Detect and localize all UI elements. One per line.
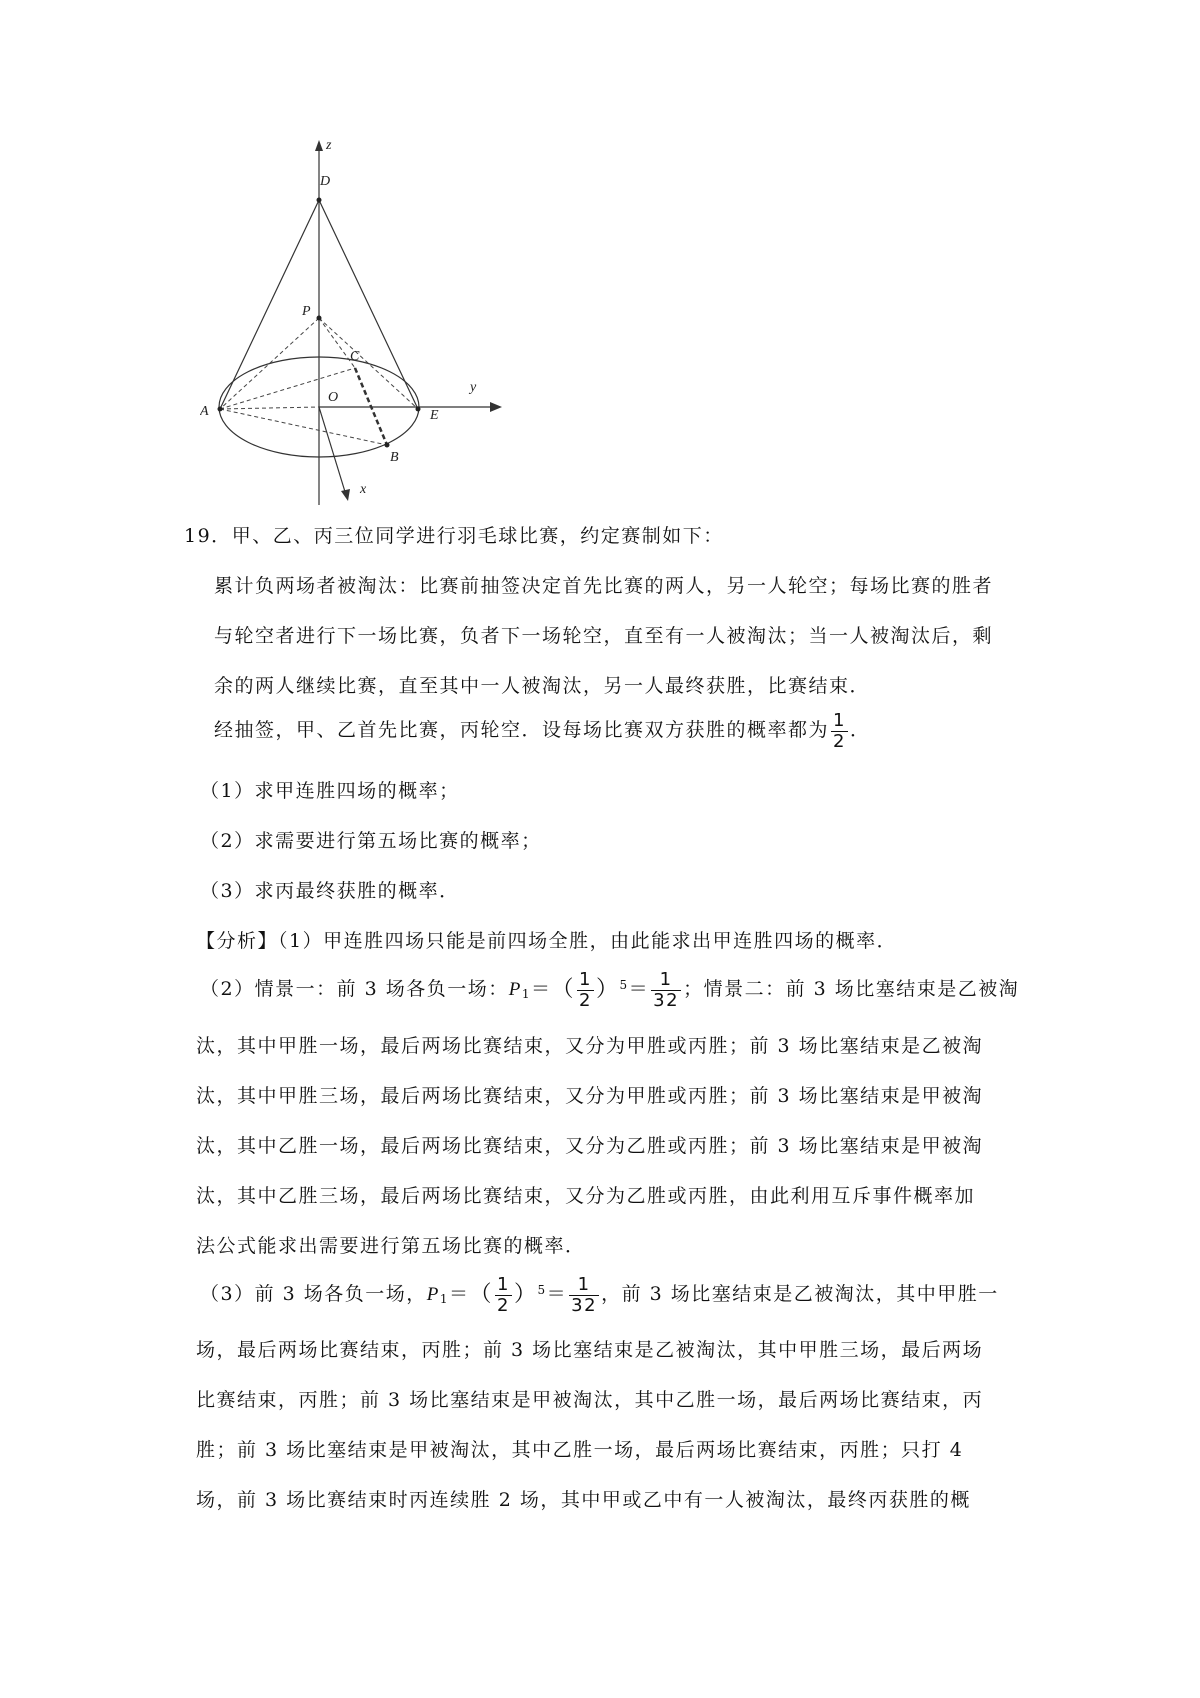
rule-line-2: 与轮空者进行下一场比赛，负者下一场轮空，直至有一人被淘汰；当一人被淘汰后，剩 <box>214 625 994 647</box>
analysis-part-2-line-2: 汰，其中甲胜一场，最后两场比赛结束，又分为甲胜或丙胜；前 3 场比塞结束是乙被淘 <box>196 1035 984 1057</box>
setup-line <box>214 710 870 752</box>
question-intro <box>184 523 724 549</box>
analysis-part-1 <box>196 928 897 954</box>
question-intro-text: 甲、乙、丙三位同学进行羽毛球比赛，约定赛制如下： <box>231 525 724 547</box>
part-1: （1）求甲连胜四场的概率； <box>200 780 460 802</box>
equals-sign: ＝ <box>449 1283 470 1305</box>
analysis-part-1-text: （1）甲连胜四场只能是前四场全胜，由此能求出甲连胜四场的概率． <box>278 930 898 952</box>
analysis-part-3-intro: （3）前 3 场各负一场， <box>200 1283 427 1305</box>
analysis-tag: 【分析】 <box>196 930 279 952</box>
z-axis-arrowhead <box>315 140 323 151</box>
analysis-part-2-line-4: 汰，其中乙胜一场，最后两场比赛结束，又分为乙胜或丙胜；前 3 场比塞结束是甲被淘 <box>196 1135 984 1157</box>
p1-variable: P <box>426 1284 440 1305</box>
y-axis-arrowhead <box>490 402 502 412</box>
slant-line-DE <box>319 200 418 409</box>
fraction-numerator: 1 <box>497 1273 510 1295</box>
analysis-part-3-line-3: 比赛结束，丙胜；前 3 场比塞结束是甲被淘汰，其中乙胜一场，最后两场比赛结束，丙 <box>196 1389 984 1411</box>
label-B: B <box>390 450 399 465</box>
label-z: z <box>326 138 332 153</box>
label-O: O <box>328 390 339 405</box>
x-axis <box>319 407 346 495</box>
label-D: D <box>320 174 331 189</box>
fraction-one-half-3 <box>495 1275 512 1316</box>
point-B <box>385 443 390 448</box>
fraction-denominator: 32 <box>653 989 680 1011</box>
analysis-part-2-cont: ；情景二：前 3 场比塞结束是乙被淘 <box>683 978 1020 1000</box>
p1-variable: P <box>508 979 522 1000</box>
fraction-numerator: 1 <box>569 1275 599 1296</box>
analysis-part-2-line-3: 汰，其中甲胜三场，最后两场比赛结束，又分为甲胜或丙胜；前 3 场比塞结束是甲被淘 <box>196 1085 984 1107</box>
point-P <box>317 316 322 321</box>
analysis-part-3-line-2: 场，最后两场比赛结束，丙胜；前 3 场比塞结束是乙被淘汰，其中甲胜三场，最后两场 <box>196 1339 984 1361</box>
paren-open: （ <box>469 1282 494 1307</box>
p1-subscript: 1 <box>439 1292 450 1306</box>
fraction-one-half <box>831 711 848 752</box>
analysis-part-2-line-1 <box>200 965 1019 1014</box>
segment-AO <box>220 407 319 409</box>
fraction-one-32 <box>651 970 681 1011</box>
fraction-denominator: 2 <box>497 1294 510 1316</box>
analysis-part-2-line-6: 法公式能求出需要进行第五场比赛的概率． <box>196 1235 586 1257</box>
analysis-part-2-line-5: 汰，其中乙胜三场，最后两场比赛结束，又分为乙胜或丙胜，由此利用互斥事件概率加 <box>196 1185 976 1207</box>
label-A: A <box>200 404 209 419</box>
label-C: C <box>350 349 360 364</box>
label-y: y <box>470 380 477 395</box>
equals-sign: ＝ <box>531 978 552 1000</box>
fraction-denominator: 2 <box>579 989 592 1011</box>
part-2: （2）求需要进行第五场比赛的概率； <box>200 830 542 852</box>
fraction-one-half-2 <box>577 970 594 1011</box>
exponent: 5 <box>619 978 629 992</box>
label-E: E <box>430 408 439 423</box>
cone-coordinate-figure <box>200 135 530 510</box>
analysis-part-3-line-4: 胜；前 3 场比塞结束是甲被淘汰，其中乙胜一场，最后两场比赛结束，丙胜；只打 4 <box>196 1439 964 1461</box>
point-A <box>218 407 223 412</box>
paren-close: ） <box>514 1282 538 1307</box>
question-number: 19． <box>184 525 232 547</box>
fraction-numerator: 1 <box>579 968 592 990</box>
paren-close: ） <box>596 977 620 1002</box>
analysis-part-3-cont: ，前 3 场比塞结束是乙被淘汰，其中甲胜一 <box>601 1283 999 1305</box>
point-E <box>416 407 421 412</box>
fraction-numerator: 1 <box>833 709 846 731</box>
part-3: （3）求丙最终获胜的概率． <box>200 880 460 902</box>
analysis-part-3-line-5: 场，前 3 场比赛结束时丙连续胜 2 场，其中甲或乙中有一人被淘汰，最终丙获胜的概 <box>196 1489 971 1511</box>
paren-open: （ <box>551 977 576 1002</box>
analysis-part-2-intro: （2）情景一：前 3 场各负一场： <box>200 978 509 1000</box>
rule-line-1: 累计负两场者被淘汰：比赛前抽签决定首先比赛的两人，另一人轮空；每场比赛的胜者 <box>214 575 994 597</box>
exponent: 5 <box>537 1283 547 1297</box>
segment-AB <box>220 409 387 445</box>
rule-line-3: 余的两人继续比赛，直至其中一人被淘汰，另一人最终获胜，比赛结束． <box>214 675 871 697</box>
label-x: x <box>360 482 367 497</box>
label-P: P <box>302 304 311 319</box>
equals-sign-2: ＝ <box>546 1283 568 1305</box>
fraction-one-32-2 <box>569 1275 599 1316</box>
setup-end: ． <box>849 719 871 741</box>
point-D <box>317 198 322 203</box>
p1-subscript: 1 <box>521 987 532 1001</box>
x-axis-arrowhead <box>341 489 350 501</box>
fraction-denominator: 32 <box>571 1294 598 1316</box>
fraction-numerator: 1 <box>651 970 681 991</box>
analysis-part-3-line-1 <box>200 1270 999 1319</box>
setup-text: 经抽签，甲、乙首先比赛，丙轮空．设每场比赛双方获胜的概率都为 <box>214 719 830 741</box>
fraction-denominator: 2 <box>833 730 846 752</box>
equals-sign-2: ＝ <box>628 978 650 1000</box>
